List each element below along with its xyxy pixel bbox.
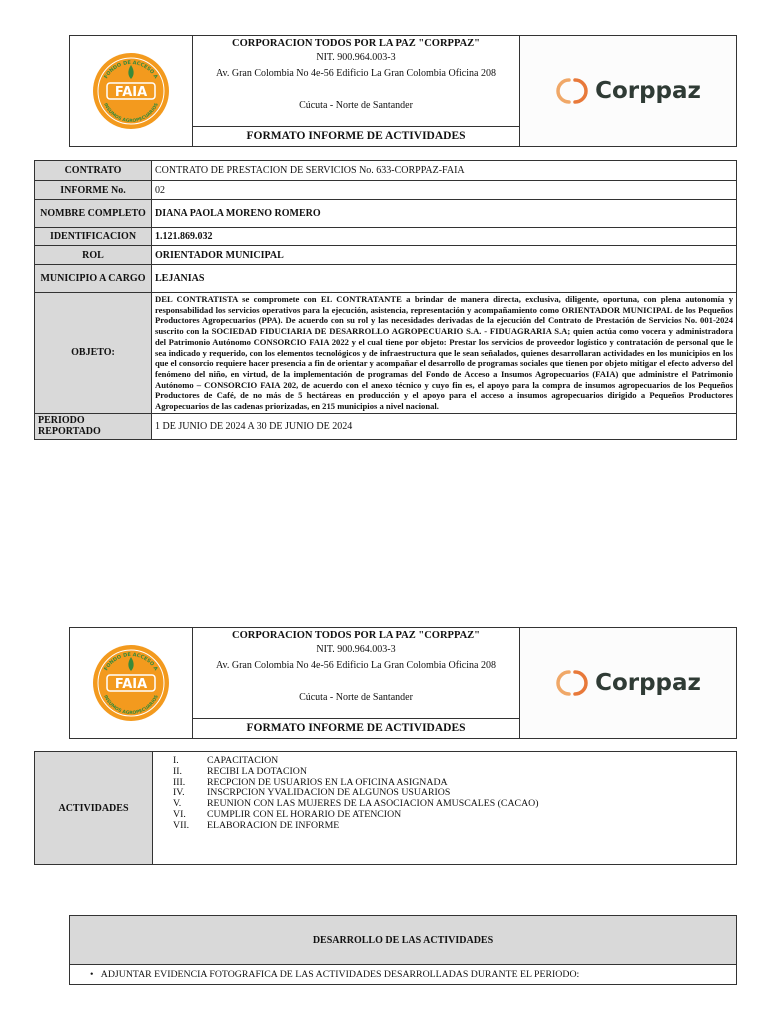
objeto-label: OBJETO: [35,293,152,414]
svg-text:FONDO DE ACCESO A: FONDO DE ACCESO A [103,59,159,80]
list-item: III. RECPCION DE USUARIOS EN LA OFICINA ASIGNADA [173,776,448,788]
informe-label: INFORME No. [35,181,152,200]
list-item: VII. ELABORACION DE INFORME [173,819,340,831]
corppaz-logo [519,36,736,146]
identificacion-value: 1.121.869.032 [152,228,737,246]
development-title: DESARROLLO DE LAS ACTIVIDADES [70,916,736,965]
list-item: VI. CUMPLIR CON EL HORARIO DE ATENCION [173,808,402,820]
document-header-page2 [69,627,737,739]
periodo-value: 1 DE JUNIO DE 2024 A 30 DE JUNIO DE 2024 [152,413,737,439]
list-item: IV. INSCRPCION YVALIDACION DE ALGUNOS USUARIOS [173,787,451,799]
faia-seal-icon [91,51,171,131]
corppaz-mark-icon [555,76,589,106]
format-title: FORMATO INFORME DE ACTIVIDADES [193,718,519,738]
nombre-label: NOMBRE COMPLETO [35,200,152,228]
corp-city: Cúcuta - Norte de Santander [299,692,413,703]
svg-text:FAIA: FAIA [114,85,148,100]
objeto-value: DEL CONTRATISTA se compromete con EL CONTRATANTE a brindar de manera directa, exclusiva, diligente, oportuna, con plena autonomía y responsabilidad los servicios operativos para la ejecución, asistencia, representación y acompañamiento como ORIENTADOR MUNICIPAL de los Pequeños Productores Agropecuarios (PPA). De acuerdo con su rol y las necesidades derivadas de la ejecución del Contrato de Prestación de Servicios No. 001-2024 suscrito con la SOCIEDAD FIDUCIARIA DE DESARROLLO AGROPECUARIO S.A. - FIDUAGRARIA S.A; quien actúa como vocera y administradora del Patrimonio Autónomo CONSORCIO FAIA 2022 y el cual tiene por objeto: Prestar los servicios de proveedor logístico y contratación de personal que le sea indicado y requerido, con los elementos tecnológicos y de infraestructura que le sean señalados, quienes desarrollaran actividades en los municipios en los que el consorcio requiere hacer presencia a fin de orientar y acompañar el desarrollo de programas sociales que tienen por objeto mitigar el efecto adverso del fenómeno del niño, en virtud, de la implementación de programas del Fondo de Acceso a Insumos Agropecuarios (FAIA) que administre el Patrimonio Autónomo – CONSORCIO FAIA 202, de acuerdo con el anexo técnico y cuyo fin es, el apoyo para la compra de insumos agropecuarios de los Pequeños Productores de Café, de no más de 5 hectáreas en producción y el apoyo para el acceso a insumos agropecuarios dirigido a Pequeños Productores Agropecuarios de las cadenas priorizadas, en 215 municipios a nivel nacional. [152,293,737,414]
nombre-value: DIANA PAOLA MORENO ROMERO [152,200,737,228]
municipio-label: MUNICIPIO A CARGO [35,265,152,293]
corppaz-wordmark: Corppaz [595,78,701,104]
informe-value: 02 [152,181,737,200]
municipio-value: LEJANIAS [152,265,737,293]
svg-text:FONDO DE ACCESO A: FONDO DE ACCESO A [103,651,159,672]
contract-info-table [34,160,737,440]
rol-value: ORIENTADOR MUNICIPAL [152,246,737,265]
activities-list [153,756,539,864]
development-section [69,915,737,985]
faia-logo [70,628,193,738]
format-title: FORMATO INFORME DE ACTIVIDADES [193,126,519,146]
svg-text:INSUMOS AGROPECUARIOS: INSUMOS AGROPECUARIOS [102,102,160,125]
development-bullet: • ADJUNTAR EVIDENCIA FOTOGRAFICA DE LAS ACTIVIDADES DESARROLLADAS DURANTE EL PERIODO: [90,969,580,980]
list-item: II. RECIBI LA DOTACION [173,765,307,777]
periodo-label: PERIODO REPORTADO [35,413,152,439]
corppaz-logo [519,628,736,738]
corp-city: Cúcuta - Norte de Santander [299,100,413,111]
identificacion-label: IDENTIFICACION [35,228,152,246]
list-item: I. CAPACITACION [173,755,279,766]
corp-nit: NIT. 900.964.003-3 [316,644,396,655]
contrato-label: CONTRATO [35,161,152,181]
corp-address: Av. Gran Colombia No 4e-56 Edificio La Gran Colombia Oficina 208 [216,68,496,79]
activities-label: ACTIVIDADES [35,752,153,864]
faia-seal-icon [91,643,171,723]
svg-text:FAIA: FAIA [114,677,148,692]
activities-table [34,751,737,865]
corp-nit: NIT. 900.964.003-3 [316,52,396,63]
list-item: V. REUNION CON LAS MUJERES DE LA ASOCIACION AMUSCALES (CACAO) [173,798,539,810]
document-header [69,35,737,147]
corppaz-wordmark: Corppaz [595,670,701,696]
corp-address: Av. Gran Colombia No 4e-56 Edificio La Gran Colombia Oficina 208 [216,660,496,671]
corp-name: CORPORACION TODOS POR LA PAZ "CORPPAZ" [231,38,481,49]
corp-name: CORPORACION TODOS POR LA PAZ "CORPPAZ" [231,630,481,641]
svg-text:INSUMOS AGROPECUARIOS: INSUMOS AGROPECUARIOS [102,694,160,717]
corppaz-mark-icon [555,668,589,698]
faia-logo [70,36,193,146]
rol-label: ROL [35,246,152,265]
contrato-value: CONTRATO DE PRESTACION DE SERVICIOS No. 633-CORPPAZ-FAIA [152,161,737,181]
